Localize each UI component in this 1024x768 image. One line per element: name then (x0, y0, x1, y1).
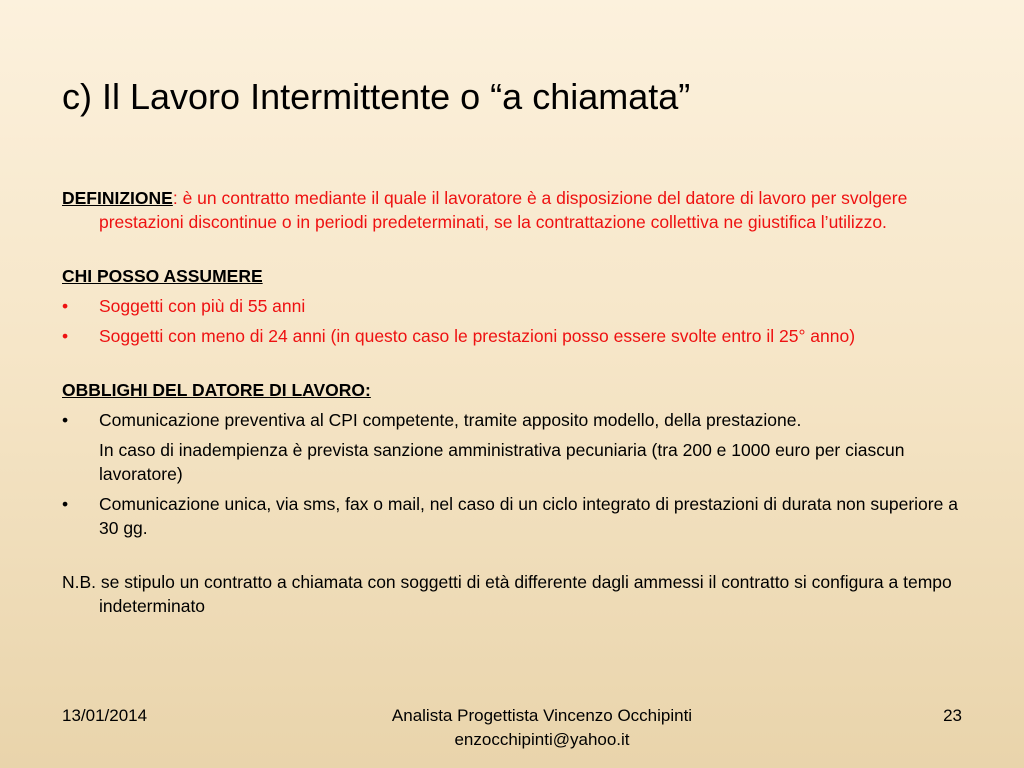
bullet-marker: • (62, 410, 69, 430)
definition-label: DEFINIZIONE (62, 188, 173, 208)
hiring-heading: CHI POSSO ASSUMERE (62, 266, 263, 286)
obligations-heading-paragraph (62, 378, 982, 402)
definition-colon: : (172, 188, 178, 208)
list-item-text: Comunicazione unica, via sms, fax o mail, nel caso di un ciclo integrato di prestazioni di durata non superiore a 30 gg. (99, 494, 958, 538)
page-number: 23 (943, 706, 962, 725)
footer-author-name: Analista Progettista Vincenzo Occhipinti (391, 706, 693, 725)
list-item (62, 492, 982, 540)
list-item (62, 324, 982, 348)
list-item (62, 408, 982, 432)
footer-author (312, 704, 772, 752)
bullet-marker: • (62, 494, 69, 514)
slide-title: c) Il Lavoro Intermittente o “a chiamata” (62, 76, 691, 117)
footer-date: 13/01/2014 (62, 706, 148, 725)
nb-note: N.B. se stipulo un contratto a chiamata con soggetti di età differente dagli ammessi il contratto si configura a tempo indeterminato (62, 572, 952, 616)
slide-body (62, 186, 982, 618)
hiring-heading-paragraph (62, 264, 982, 288)
bullet-marker: • (62, 326, 69, 346)
obligations-heading: OBBLIGHI DEL DATORE DI LAVORO: (62, 380, 371, 400)
list-item-text: Soggetti con meno di 24 anni (in questo caso le prestazioni posso essere svolte entro il 25° anno) (99, 326, 856, 346)
list-item (62, 294, 982, 318)
list-item-text: Comunicazione preventiva al CPI competente, tramite apposito modello, della prestazione. (99, 410, 802, 430)
definition-text: è un contratto mediante il quale il lavoratore è a disposizione del datore di lavoro per svolgere prestazioni discontinue o in periodi predeterminati, se la contrattazione collettiva ne giustifica l’utilizzo. (99, 188, 908, 232)
definition-paragraph (62, 186, 982, 234)
obligations-sub-text: In caso di inadempienza è prevista sanzione amministrativa pecuniaria (tra 200 e 1000 euro per ciascun lavoratore) (99, 440, 905, 484)
bullet-marker: • (62, 296, 69, 316)
footer-author-email: enzocchipinti@yahoo.it (454, 730, 630, 749)
list-item-text: Soggetti con più di 55 anni (99, 296, 306, 316)
